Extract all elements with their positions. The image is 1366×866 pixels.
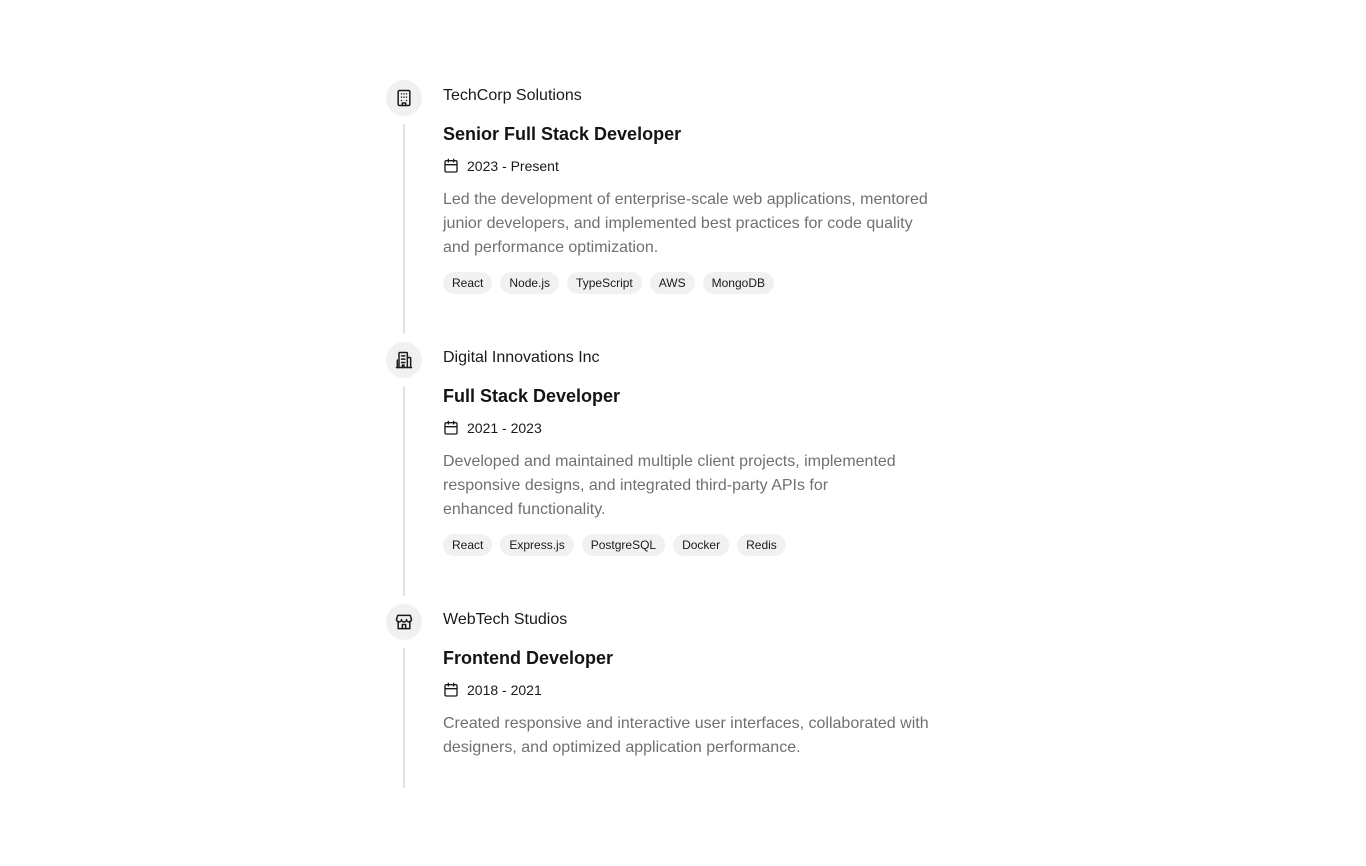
date-range-text: 2023 - Present: [467, 158, 559, 174]
calendar-icon: [443, 682, 459, 698]
job-description: Created responsive and interactive user interfaces, collaborated with designers, and optimized application performance.: [443, 715, 929, 756]
entry-content: [443, 342, 983, 556]
experience-timeline: [386, 80, 986, 866]
date-range: [443, 418, 983, 438]
timeline-entry: [386, 80, 986, 342]
date-range-text: 2018 - 2021: [467, 682, 542, 698]
skill-tag: TypeScript: [567, 272, 642, 294]
date-range-text: 2021 - 2023: [467, 420, 542, 436]
job-description: Led the development of enterprise-scale web applications, mentored junior developers, and implemented best practices for code quality and performance optimization.: [443, 191, 928, 256]
skill-tag: Docker: [673, 534, 729, 556]
skill-tags: [443, 534, 983, 556]
skill-tag: React: [443, 272, 492, 294]
skill-tags: [443, 272, 983, 294]
timeline-entry: [386, 604, 986, 866]
skill-tag: MongoDB: [703, 272, 774, 294]
timeline-entry: [386, 342, 986, 604]
store-icon: [386, 604, 422, 640]
timeline-line: [403, 124, 405, 334]
job-title: Senior Full Stack Developer: [443, 124, 682, 144]
skill-tag: React: [443, 534, 492, 556]
timeline-line: [403, 648, 405, 788]
building-icon: [386, 80, 422, 116]
date-range: [443, 156, 983, 176]
skill-tag: AWS: [650, 272, 695, 294]
company-name: Digital Innovations Inc: [443, 349, 600, 366]
calendar-icon: [443, 420, 459, 436]
job-description: Developed and maintained multiple client projects, implemented responsive designs, and integrated third-party APIs for enhanced functionality.: [443, 453, 896, 518]
skill-tag: Express.js: [500, 534, 573, 556]
office-building-icon: [386, 342, 422, 378]
date-range: [443, 680, 983, 700]
calendar-icon: [443, 158, 459, 174]
job-title: Full Stack Developer: [443, 386, 621, 406]
skill-tag: PostgreSQL: [582, 534, 665, 556]
company-name: WebTech Studios: [443, 611, 568, 628]
skill-tag: Redis: [737, 534, 786, 556]
entry-content: [443, 80, 983, 294]
skill-tag: Node.js: [500, 272, 559, 294]
job-title: Frontend Developer: [443, 648, 614, 668]
entry-content: [443, 604, 983, 760]
company-name: TechCorp Solutions: [443, 87, 582, 104]
timeline-line: [403, 386, 405, 596]
